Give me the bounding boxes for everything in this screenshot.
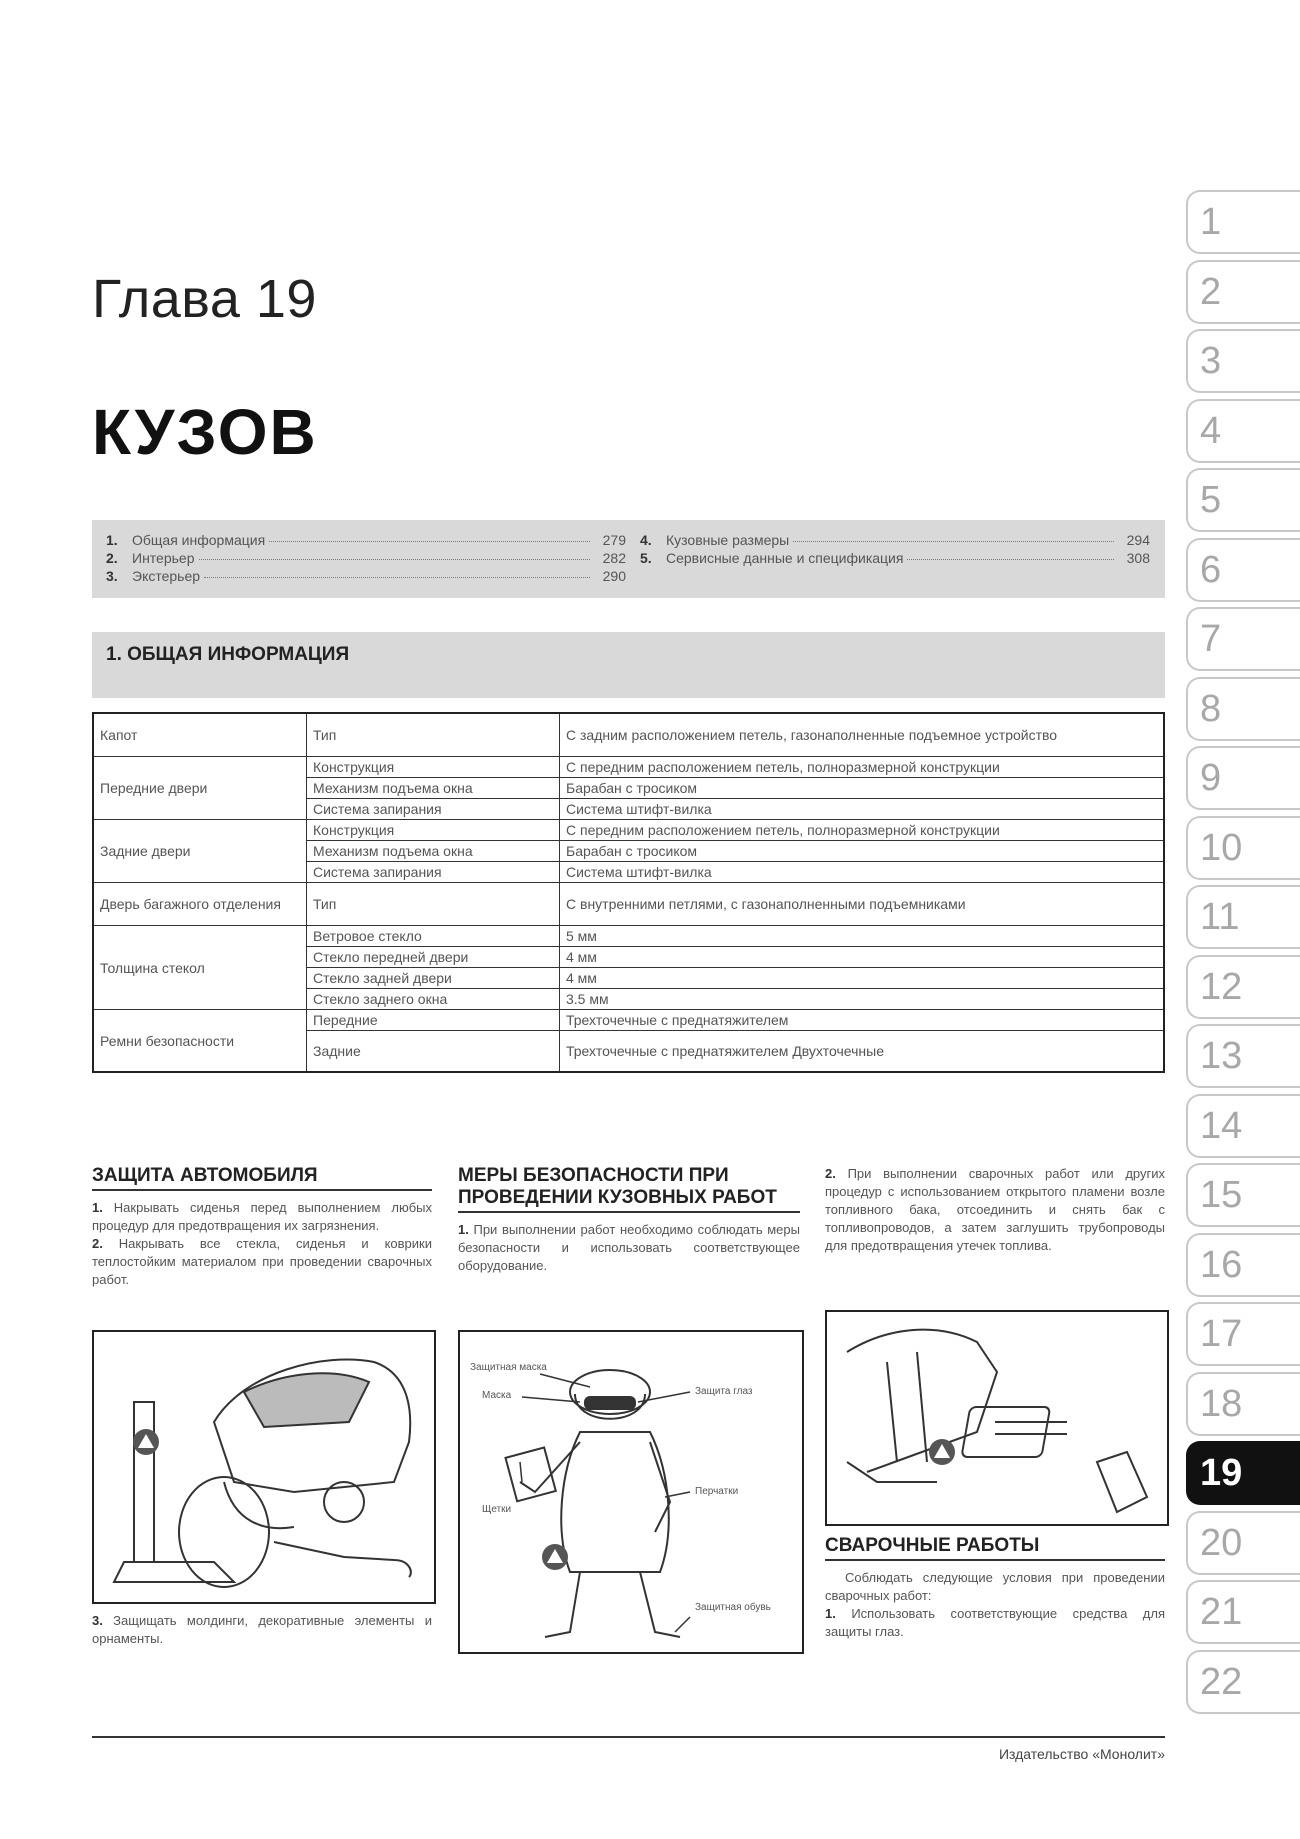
table-cell: Трехточечные с преднатяжителем Двухточечные [560, 1031, 1165, 1073]
table-cell: Стекло задней двери [307, 968, 560, 989]
paragraph-number: 1. [458, 1222, 469, 1237]
table-cell: Тип [307, 713, 560, 757]
toc-text: Кузовные размеры [666, 532, 790, 548]
table-cell: Барабан с тросиком [560, 841, 1165, 862]
column-vehicle-protection [92, 1165, 432, 1289]
table-cell: Капот [93, 713, 307, 757]
chapter-tab-2[interactable]: 2 [1186, 260, 1300, 324]
fuel-tank-removal-drawing [827, 1312, 1167, 1524]
chapter-tab-20[interactable]: 20 [1186, 1511, 1300, 1575]
toc-page: 290 [602, 568, 626, 584]
paragraph [92, 1612, 432, 1648]
table-cell: Трехточечные с преднатяжителем [560, 1010, 1165, 1031]
table-row [93, 883, 1164, 926]
table-cell: Тип [307, 883, 560, 926]
footer-publisher: Издательство «Монолит» [998, 1746, 1165, 1762]
chapter-tab-14[interactable]: 14 [1186, 1094, 1300, 1158]
toc-right-column [640, 532, 1150, 568]
paragraph-number: 1. [92, 1200, 103, 1215]
section-heading-bar [92, 632, 1165, 698]
paragraph-text: Накрывать все стекла, сиденья и коврики теплостойким материалом при проведении сварочных работ. [92, 1236, 432, 1287]
paragraph [458, 1221, 800, 1275]
worker-safety-illustration [458, 1330, 804, 1654]
car-protection-illustration [92, 1330, 436, 1604]
table-cell: Задние [307, 1031, 560, 1073]
chapter-tab-1[interactable]: 1 [1186, 190, 1300, 254]
table-cell: Система штифт-вилка [560, 799, 1165, 820]
toc-left-column [106, 532, 626, 586]
toc-num: 2. [106, 550, 118, 566]
toc-entry[interactable] [106, 568, 626, 586]
chapter-tab-16[interactable]: 16 [1186, 1233, 1300, 1297]
paragraph-number: 1. [825, 1606, 836, 1621]
chapter-tab-22[interactable]: 22 [1186, 1650, 1300, 1714]
table-cell: С передним расположением петель, полноразмерной конструкции [560, 757, 1165, 778]
toc-page: 282 [602, 550, 626, 566]
table-cell: Дверь багажного отделения [93, 883, 307, 926]
paragraph-number: 2. [92, 1236, 103, 1251]
chapter-tab-15[interactable]: 15 [1186, 1163, 1300, 1227]
paragraph [825, 1165, 1165, 1255]
paragraph-text: Использовать соответствующие средства для защиты глаз. [825, 1606, 1165, 1639]
chapter-tab-10[interactable]: 10 [1186, 816, 1300, 880]
table-cell: Механизм подъема окна [307, 778, 560, 799]
figure-label: Защита глаз [695, 1386, 753, 1397]
table-cell: Стекло заднего окна [307, 989, 560, 1010]
table-cell: Задние двери [93, 820, 307, 883]
chapter-tab-6[interactable]: 6 [1186, 538, 1300, 602]
column-welding [825, 1535, 1165, 1641]
table-cell: Стекло передней двери [307, 947, 560, 968]
column-heading: СВАРОЧНЫЕ РАБОТЫ [825, 1535, 1165, 1561]
paragraph-text: При выполнении сварочных работ или других процедур с использованием открытого пламени возле топливного бака, отсоединить и снять бак с топливопроводов, а затем заглушить трубопроводы для предотвращения утечек топлива. [825, 1166, 1165, 1253]
table-cell: Барабан с тросиком [560, 778, 1165, 799]
chapter-tab-8[interactable]: 8 [1186, 677, 1300, 741]
table-row [93, 926, 1164, 947]
toc-num: 1. [106, 532, 118, 548]
toc-num: 3. [106, 568, 118, 584]
table-cell: Система штифт-вилка [560, 862, 1165, 883]
column-safety-measures [458, 1165, 800, 1275]
table-cell: Ремни безопасности [93, 1010, 307, 1073]
table-row [93, 713, 1164, 757]
figure-label: Перчатки [695, 1486, 739, 1497]
table-cell: 4 мм [560, 947, 1165, 968]
table-cell: 3.5 мм [560, 989, 1165, 1010]
table-cell: 4 мм [560, 968, 1165, 989]
table-row [93, 820, 1164, 841]
chapter-tab-21[interactable]: 21 [1186, 1580, 1300, 1644]
chapter-tab-19[interactable]: 19 [1186, 1441, 1300, 1505]
chapter-label: Глава 19 [92, 269, 317, 329]
toc-num: 5. [640, 550, 652, 566]
toc-entry[interactable] [640, 532, 1150, 550]
chapter-toc [92, 520, 1165, 598]
spec-table [92, 712, 1165, 1073]
section-heading: 1. ОБЩАЯ ИНФОРМАЦИЯ [106, 644, 350, 665]
paragraph [825, 1605, 1165, 1641]
toc-text: Общая информация [132, 532, 266, 548]
table-cell: Механизм подъема окна [307, 841, 560, 862]
paragraph-text: При выполнении работ необходимо соблюдать меры безопасности и использовать соответствующее оборудование. [458, 1222, 800, 1273]
column-heading: МЕРЫ БЕЗОПАСНОСТИ ПРИ ПРОВЕДЕНИИ КУЗОВНЫХ РАБОТ [458, 1165, 800, 1213]
chapter-title: КУЗОВ [92, 396, 318, 468]
figure-label: Защитная обувь [695, 1602, 771, 1613]
toc-entry[interactable] [106, 532, 626, 550]
toc-entry[interactable] [106, 550, 626, 568]
table-cell: Передние двери [93, 757, 307, 820]
table-cell: Передние [307, 1010, 560, 1031]
chapter-tab-13[interactable]: 13 [1186, 1024, 1300, 1088]
chapter-tab-4[interactable]: 4 [1186, 399, 1300, 463]
column-heading: ЗАЩИТА АВТОМОБИЛЯ [92, 1165, 432, 1191]
figure-label: Защитная маска [470, 1362, 547, 1373]
toc-page: 279 [602, 532, 626, 548]
paragraph-number: 2. [825, 1166, 836, 1181]
chapter-tab-3[interactable]: 3 [1186, 329, 1300, 393]
chapter-tab-17[interactable]: 17 [1186, 1302, 1300, 1366]
table-row [93, 757, 1164, 778]
paragraph-text: Накрывать сиденья перед выполнением любых процедур для предотвращения их загрязнения. [92, 1200, 432, 1233]
toc-text: Экстерьер [132, 568, 201, 584]
chapter-tab-11[interactable]: 11 [1186, 885, 1300, 949]
paragraph-text: Защищать молдинги, декоративные элементы и орнаменты. [92, 1613, 432, 1646]
paragraph [92, 1199, 432, 1235]
car-on-stand-drawing [94, 1332, 434, 1602]
paragraph [92, 1235, 432, 1289]
toc-text: Интерьер [132, 550, 195, 566]
toc-page: 294 [1126, 532, 1150, 548]
figure-label: Маска [482, 1390, 512, 1401]
chapter-tab-12[interactable]: 12 [1186, 955, 1300, 1019]
chapter-tab-5[interactable]: 5 [1186, 468, 1300, 532]
table-cell: Конструкция [307, 820, 560, 841]
table-row [93, 1010, 1164, 1031]
table-cell: С передним расположением петель, полноразмерной конструкции [560, 820, 1165, 841]
footer-divider [92, 1736, 1165, 1738]
fuel-tank-illustration [825, 1310, 1169, 1526]
toc-num: 4. [640, 532, 652, 548]
table-cell: Ветровое стекло [307, 926, 560, 947]
figure-label: Щетки [482, 1504, 512, 1515]
table-cell: Система запирания [307, 799, 560, 820]
table-cell: Система запирания [307, 862, 560, 883]
table-cell: Конструкция [307, 757, 560, 778]
paragraph: Соблюдать следующие условия при проведении сварочных работ: [825, 1570, 1165, 1603]
table-cell: 5 мм [560, 926, 1165, 947]
chapter-tab-7[interactable]: 7 [1186, 607, 1300, 671]
toc-page: 308 [1126, 550, 1150, 566]
table-cell: С внутренними петлями, с газонаполненными подъемниками [560, 883, 1165, 926]
chapter-tab-18[interactable]: 18 [1186, 1372, 1300, 1436]
table-cell: С задним расположением петель, газонаполненные подъемное устройство [560, 713, 1165, 757]
chapter-tab-9[interactable]: 9 [1186, 746, 1300, 810]
table-cell: Толщина стекол [93, 926, 307, 1010]
paragraph-number: 3. [92, 1613, 103, 1628]
toc-entry[interactable] [640, 550, 1150, 568]
toc-text: Сервисные данные и спецификация [666, 550, 904, 566]
